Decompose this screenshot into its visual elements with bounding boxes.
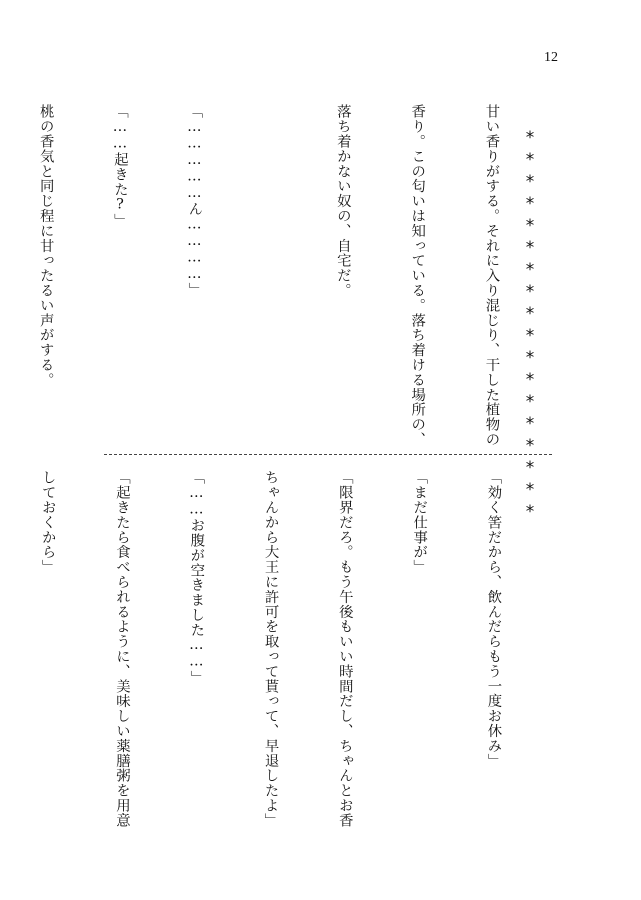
text-line: 「限界だろ。もう午後もいい時間だし、ちゃんとお香 xyxy=(336,470,353,828)
text-line: 「効く筈だから、飲んだらもう一度お休み」 xyxy=(485,470,502,768)
text-line: 「起きたら食べられるように、美味しい薬膳粥を用意 xyxy=(113,470,130,828)
text-line: 「まだ仕事が」 xyxy=(411,470,428,575)
bottom-text-block xyxy=(39,470,555,828)
text-line: 「……………ん…………」 xyxy=(186,104,203,298)
text-line: 「……起きた?」 xyxy=(111,104,128,228)
text-line: 香り。この匂いは知っている。落ち着ける場所の、 xyxy=(409,104,426,447)
text-line: 落ち着かない奴の、自宅だ。 xyxy=(334,104,351,298)
dashed-divider xyxy=(104,454,552,455)
page-number: 12 xyxy=(544,50,558,65)
text-line: 「……お腹が空きました……」 xyxy=(188,470,205,685)
text-line: ちゃんから大王に許可を取って貰って、早退したよ」 xyxy=(262,470,279,828)
section-separator-stars: ****************** xyxy=(520,128,540,524)
top-text-block xyxy=(37,104,553,447)
text-line: 桃の香気と同じ程に甘ったるい声がする。 xyxy=(37,104,54,388)
text-line: しておくから」 xyxy=(39,470,56,575)
text-line: 甘い香りがする。それに入り混じり、干した植物の xyxy=(483,104,500,447)
blank-line xyxy=(256,104,281,434)
